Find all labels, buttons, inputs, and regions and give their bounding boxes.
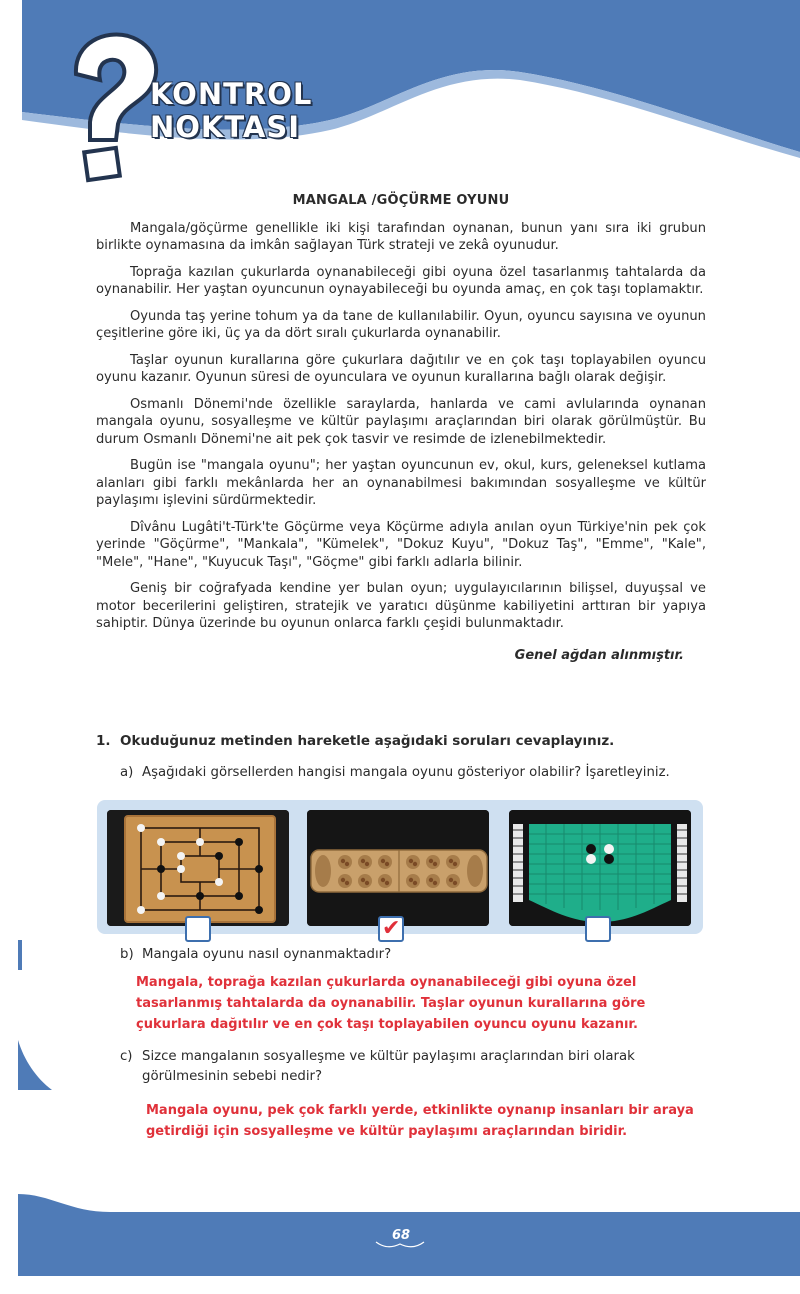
check-icon: ✔ xyxy=(382,916,401,941)
paragraph: Toprağa kazılan çukurlarda oynanabileceği gibi oyuna özel tasarlanmış tahtalarda da oynanabilir. Her yaştan oyuncunun oynayabileceği bu oyunda amaç, en çok taşı toplamaktır. xyxy=(96,264,706,297)
paragraph: Mangala/göçürme genellikle iki kişi tarafından oynanan, bunun yanı sıra iki grubun birlikte oynamasına da imkân sağlayan Türk strateji ve zekâ oyunudur. xyxy=(96,220,706,253)
question-1 xyxy=(96,733,614,749)
answer-c: Mangala oyunu, pek çok farklı yerde, etkinlikte oynanıp insanları bir araya getirdiği için sosyalleşme ve kültür paylaşımı araçlarından biridir. xyxy=(146,1103,694,1139)
paragraph: Dîvânu Lugâti't-Türk'te Göçürme veya Köçürme adıyla anılan oyun Türkiye'nin pek çok yerinde "Göçürme", "Mankala", "Kümelek", "Dokuz Kuyu", "Dokuz Taş", "Emme", "Kale", "Mele", "Hane", "Kuyucuk Taşı", "Göçme" gibi farklı adlarla bilinir. xyxy=(96,519,706,570)
answer-b: Mangala, toprağa kazılan çukurlarda oynanabileceği gibi oyuna özel tasarlanmış tahtalarda da oynanabilir. Taşlar oyunun kurallarına göre çukurlara dağıtılır ve en çok taşı toplayabilen oyuncu oyunu kazanır. xyxy=(136,975,646,1032)
paragraph: Bugün ise "mangala oyunu"; her yaştan oyuncunun ev, okul, kurs, geleneksel kutlama alanları gibi farklı mekânlarda her an oynanabilmesi bakımından sosyalleşme ve kültür paylaşımı işlevini sürdürmektedir. xyxy=(96,458,706,508)
section-title xyxy=(150,78,312,144)
question-letter: a) xyxy=(120,765,134,780)
reading-text xyxy=(96,192,706,664)
paragraph: Oyunda taş yerine tohum ya da tane de kullanılabilir. Oyun, oyuncu sayısına ve oyunun çeşitlerine göre iki, üç ya da dört sıralı çukurlarda oynanabilir. xyxy=(96,308,706,341)
question-number: 1. xyxy=(96,733,111,749)
question-letter: b) xyxy=(120,947,134,962)
article-title: MANGALA /GÖÇÜRME OYUNU xyxy=(292,193,510,208)
source-note: Genel ağdan alınmıştır. xyxy=(514,647,684,663)
question-c-text: Sizce mangalanın sosyalleşme ve kültür paylaşımı araçlarından biri olarak görülmesinin sebebi nedir? xyxy=(142,1049,635,1084)
nine-mens-morris-image xyxy=(107,810,289,926)
option-3-checkbox[interactable] xyxy=(585,916,611,942)
question-a xyxy=(120,765,670,780)
reversi-image xyxy=(509,810,691,926)
question-b-text: Mangala oyunu nasıl oynanmaktadır? xyxy=(142,947,392,962)
question-letter: c) xyxy=(120,1049,133,1064)
mangala-image xyxy=(307,810,489,926)
title-line-2: NOKTASI xyxy=(150,110,301,144)
title-line-1: KONTROL xyxy=(150,77,313,111)
paragraph: Taşlar oyunun kurallarına göre çukurlara dağıtılır ve en çok taşı toplayabilen oyuncu oyunu kazanır. Oyunun süresi de oyunculara ve oyunun kurallarına bağlı olarak değişir. xyxy=(96,352,706,385)
paragraph: Geniş bir coğrafyada kendine yer bulan oyun; uygulayıcılarının bilişsel, duyuşsal ve motor becerilerini geliştiren, stratejik ve yaratıcı düşünme kabiliyetini arttıran bir yapıya sahiptir. Dünya üzerinde bu oyunun onlarca farklı çeşidi bulunmaktadır. xyxy=(96,581,706,631)
page-number: 68 xyxy=(391,1228,411,1243)
paragraph: Osmanlı Dönemi'nde özellikle saraylarda, hanlarda ve cami avlularında oynanan mangala oyunu, sosyalleşme ve kültür paylaşımı araçlarından biri olarak görülmüştür. Bu durum Osmanlı Dönemi'ne ait pek çok tasvir ve resimde de izlenebilmektedir. xyxy=(96,396,706,447)
image-options-panel xyxy=(97,800,703,934)
question-text: Okuduğunuz metinden hareketle aşağıdaki soruları cevaplayınız. xyxy=(120,733,615,749)
page-header xyxy=(0,0,800,190)
side-decoration xyxy=(0,940,60,1100)
question-a-text: Aşağıdaki görsellerden hangisi mangala oyunu gösteriyor olabilir? İşaretleyiniz. xyxy=(142,765,670,780)
option-2-checkbox[interactable] xyxy=(378,916,404,942)
option-1-checkbox[interactable] xyxy=(185,916,211,942)
question-c xyxy=(120,1047,700,1087)
question-b xyxy=(120,947,391,962)
